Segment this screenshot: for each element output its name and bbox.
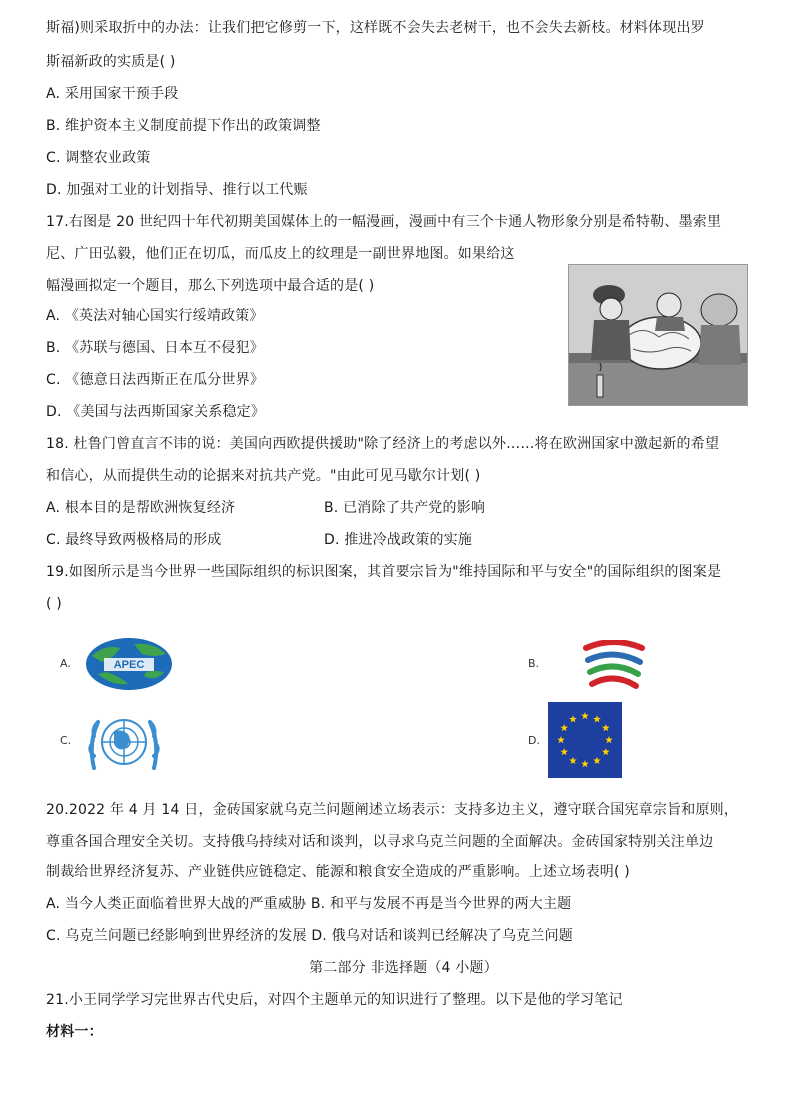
q16-option-b: B. 维护资本主义制度前提下作出的政策调整 bbox=[46, 118, 321, 134]
q18-text-line-2: 和信心，从而提供生动的论据来对抗共产党。"由此可见马歇尔计划( ) bbox=[46, 468, 481, 484]
apec-logo-text: APEC bbox=[113, 659, 145, 671]
q19-option-c-letter: C. bbox=[60, 734, 72, 747]
q19-option-b-letter: B. bbox=[528, 657, 540, 670]
q19-option-a-letter: A. bbox=[60, 657, 71, 670]
q20-text-line-2: 尊重各国合理安全关切。支持俄乌持续对话和谈判，以寻求乌克兰问题的全面解决。金砖国家特别关注单边 bbox=[46, 834, 714, 850]
q17-text-line-2: 尼、广田弘毅，他们正在切瓜，而瓜皮上的纹理是一副世界地图。如果给这 bbox=[46, 246, 515, 262]
q18-text-line-1: 18. 杜鲁门曾直言不讳的说：美国向西欧提供援助"除了经济上的考虑以外……将在欧洲国家中激起新的希望 bbox=[46, 436, 720, 452]
part-two-heading: 第二部分 非选择题（4 小题） bbox=[309, 960, 498, 976]
q16-option-d: D. 加强对工业的计划指导、推行以工代赈 bbox=[46, 182, 308, 198]
q17-option-d: D. 《美国与法西斯国家关系稳定》 bbox=[46, 404, 266, 420]
q17-option-c: C. 《德意日法西斯正在瓜分世界》 bbox=[46, 372, 265, 388]
q20-options-ab: A. 当今人类正面临着世界大战的严重威胁 B. 和平与发展不再是当今世界的两大主题 bbox=[46, 896, 572, 912]
un-logo bbox=[84, 708, 164, 782]
q18-option-b: B. 已消除了共产党的影响 bbox=[324, 500, 486, 516]
q18-option-a: A. 根本目的是帮欧洲恢复经济 bbox=[46, 500, 236, 516]
q17-text-line-3: 幅漫画拟定一个题目，那么下列选项中最合适的是( ) bbox=[46, 278, 375, 294]
q16-text-line-1: 斯福)则采取折中的办法：让我们把它修剪一下，这样既不会失去老树干，也不会失去新枝。材料体现出罗 bbox=[46, 20, 705, 36]
q20-text-line-1: 20.2022 年 4 月 14 日，金砖国家就乌克兰问题阐述立场表示：支持多边主义，遵守联合国宪章宗旨和原则， bbox=[46, 802, 739, 818]
q21-text-line-1: 21.小王同学学习完世界古代史后，对四个主题单元的知识进行了整理。以下是他的学习笔记 bbox=[46, 992, 623, 1008]
q19-text-line-1: 19.如图所示是当今世界一些国际组织的标识图案，其首要宗旨为"维持国际和平与安全"的国际组织的图案是 bbox=[46, 564, 722, 580]
q18-option-d: D. 推进冷战政策的实施 bbox=[324, 532, 473, 548]
q18-option-c: C. 最终导致两极格局的形成 bbox=[46, 532, 222, 548]
wto-logo bbox=[582, 640, 646, 700]
eu-flag-logo bbox=[548, 702, 622, 782]
apec-logo bbox=[84, 636, 174, 696]
material-one-label: 材料一： bbox=[46, 1024, 103, 1040]
q16-option-a: A. 采用国家干预手段 bbox=[46, 86, 179, 102]
cartoon-image bbox=[568, 264, 748, 406]
q20-options-cd: C. 乌克兰问题已经影响到世界经济的发展 D. 俄乌对话和谈判已经解决了乌克兰问题 bbox=[46, 928, 574, 944]
q17-option-b: B. 《苏联与德国、日本互不侵犯》 bbox=[46, 340, 264, 356]
q17-text-line-1: 17.右图是 20 世纪四十年代初期美国媒体上的一幅漫画，漫画中有三个卡通人物形象分别是希特勒、墨索里 bbox=[46, 214, 722, 230]
q16-option-c: C. 调整农业政策 bbox=[46, 150, 151, 166]
q19-text-line-2: ( ) bbox=[46, 596, 62, 612]
q20-text-line-3: 制裁给世界经济复苏、产业链供应链稳定、能源和粮食安全造成的严重影响。上述立场表明( ) bbox=[46, 864, 630, 880]
q16-text-line-2: 斯福新政的实质是( ) bbox=[46, 54, 176, 70]
q17-option-a: A. 《英法对轴心国实行绥靖政策》 bbox=[46, 308, 264, 324]
q19-option-d-letter: D. bbox=[528, 734, 540, 747]
cartoon-illustration bbox=[569, 265, 747, 405]
